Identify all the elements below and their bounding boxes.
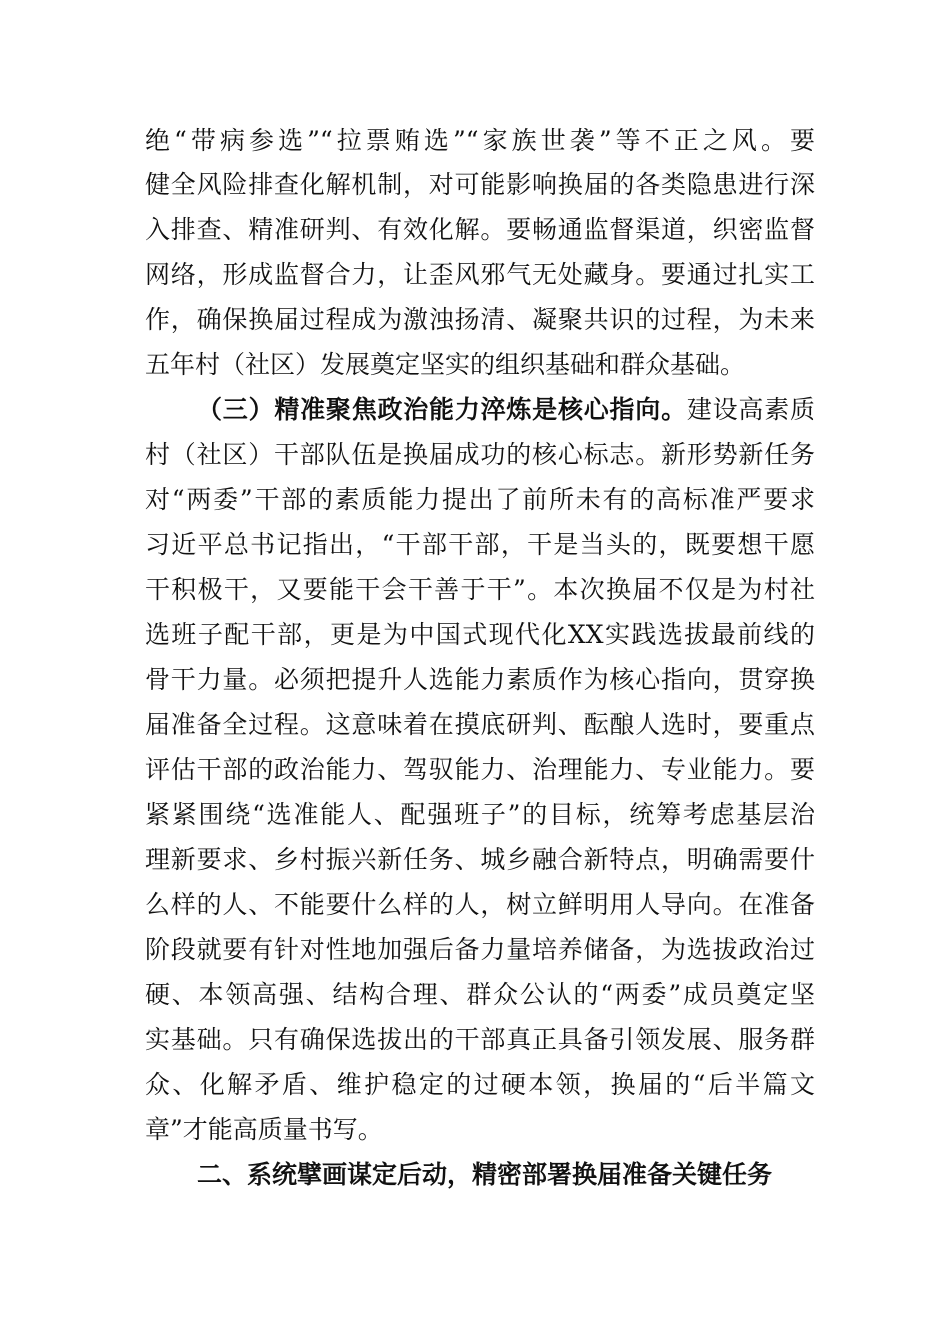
text-line: 绝“带病参选”“拉票贿选”“家族世袭”等不正之风。要 (145, 126, 815, 155)
text-line: 理新要求、乡村振兴新任务、城乡融合新特点，明确需要什 (145, 845, 815, 874)
text-line: 对“两委”干部的素质能力提出了前所未有的高标准严要求 (145, 485, 815, 514)
paragraph-first-line (197, 395, 815, 425)
text-line: 作，确保换届过程成为激浊扬清、凝聚共识的过程，为未来 (145, 305, 815, 334)
text-line: 健全风险排查化解机制，对可能影响换届的各类隐患进行深 (145, 170, 815, 199)
text-line: 阶段就要有针对性地加强后备力量培养储备，为选拔政治过 (145, 935, 815, 964)
subsection-lead: （三）精准聚焦政治能力淬炼是核心指向。 (197, 395, 687, 424)
text-line: 入排查、精准研判、有效化解。要畅通监督渠道，织密监督 (145, 215, 815, 244)
text-line: 习近平总书记指出，“干部干部，干是当头的，既要想干愿 (145, 530, 815, 559)
text-line: 紧紧围绕“选准能人、配强班子”的目标，统筹考虑基层治 (145, 800, 815, 829)
text-line: 实基础。只有确保选拔出的干部真正具备引领发展、服务群 (145, 1025, 815, 1054)
text-line: 届准备全过程。这意味着在摸底研判、酝酿人选时，要重点 (145, 710, 815, 739)
text-line: 选班子配干部，更是为中国式现代化XX实践选拔最前线的 (145, 620, 815, 649)
text-line: 村（社区）干部队伍是换届成功的核心标志。新形势新任务 (145, 440, 815, 469)
text-line: 么样的人、不能要什么样的人，树立鲜明用人导向。在准备 (145, 890, 815, 919)
text-line: 硬、本领高强、结构合理、群众公认的“两委”成员奠定坚 (145, 980, 815, 1009)
text-line: 网络，形成监督合力，让歪风邪气无处藏身。要通过扎实工 (145, 260, 815, 289)
text-span: 建设高素质 (686, 395, 815, 424)
text-line: 评估干部的政治能力、驾驭能力、治理能力、专业能力。要 (145, 755, 815, 784)
text-line: 章”才能高质量书写。 (145, 1115, 383, 1144)
text-line: 众、化解矛盾、维护稳定的过硬本领，换届的“后半篇文 (145, 1070, 815, 1099)
section-heading: 二、系统擘画谋定后动，精密部署换届准备关键任务 (197, 1160, 773, 1189)
text-line: 骨干力量。必须把提升人选能力素质作为核心指向，贯穿换 (145, 665, 815, 694)
text-line: 干积极干，又要能干会干善于干”。本次换届不仅是为村社 (145, 575, 815, 604)
text-line: 五年村（社区）发展奠定坚实的组织基础和群众基础。 (145, 350, 746, 379)
